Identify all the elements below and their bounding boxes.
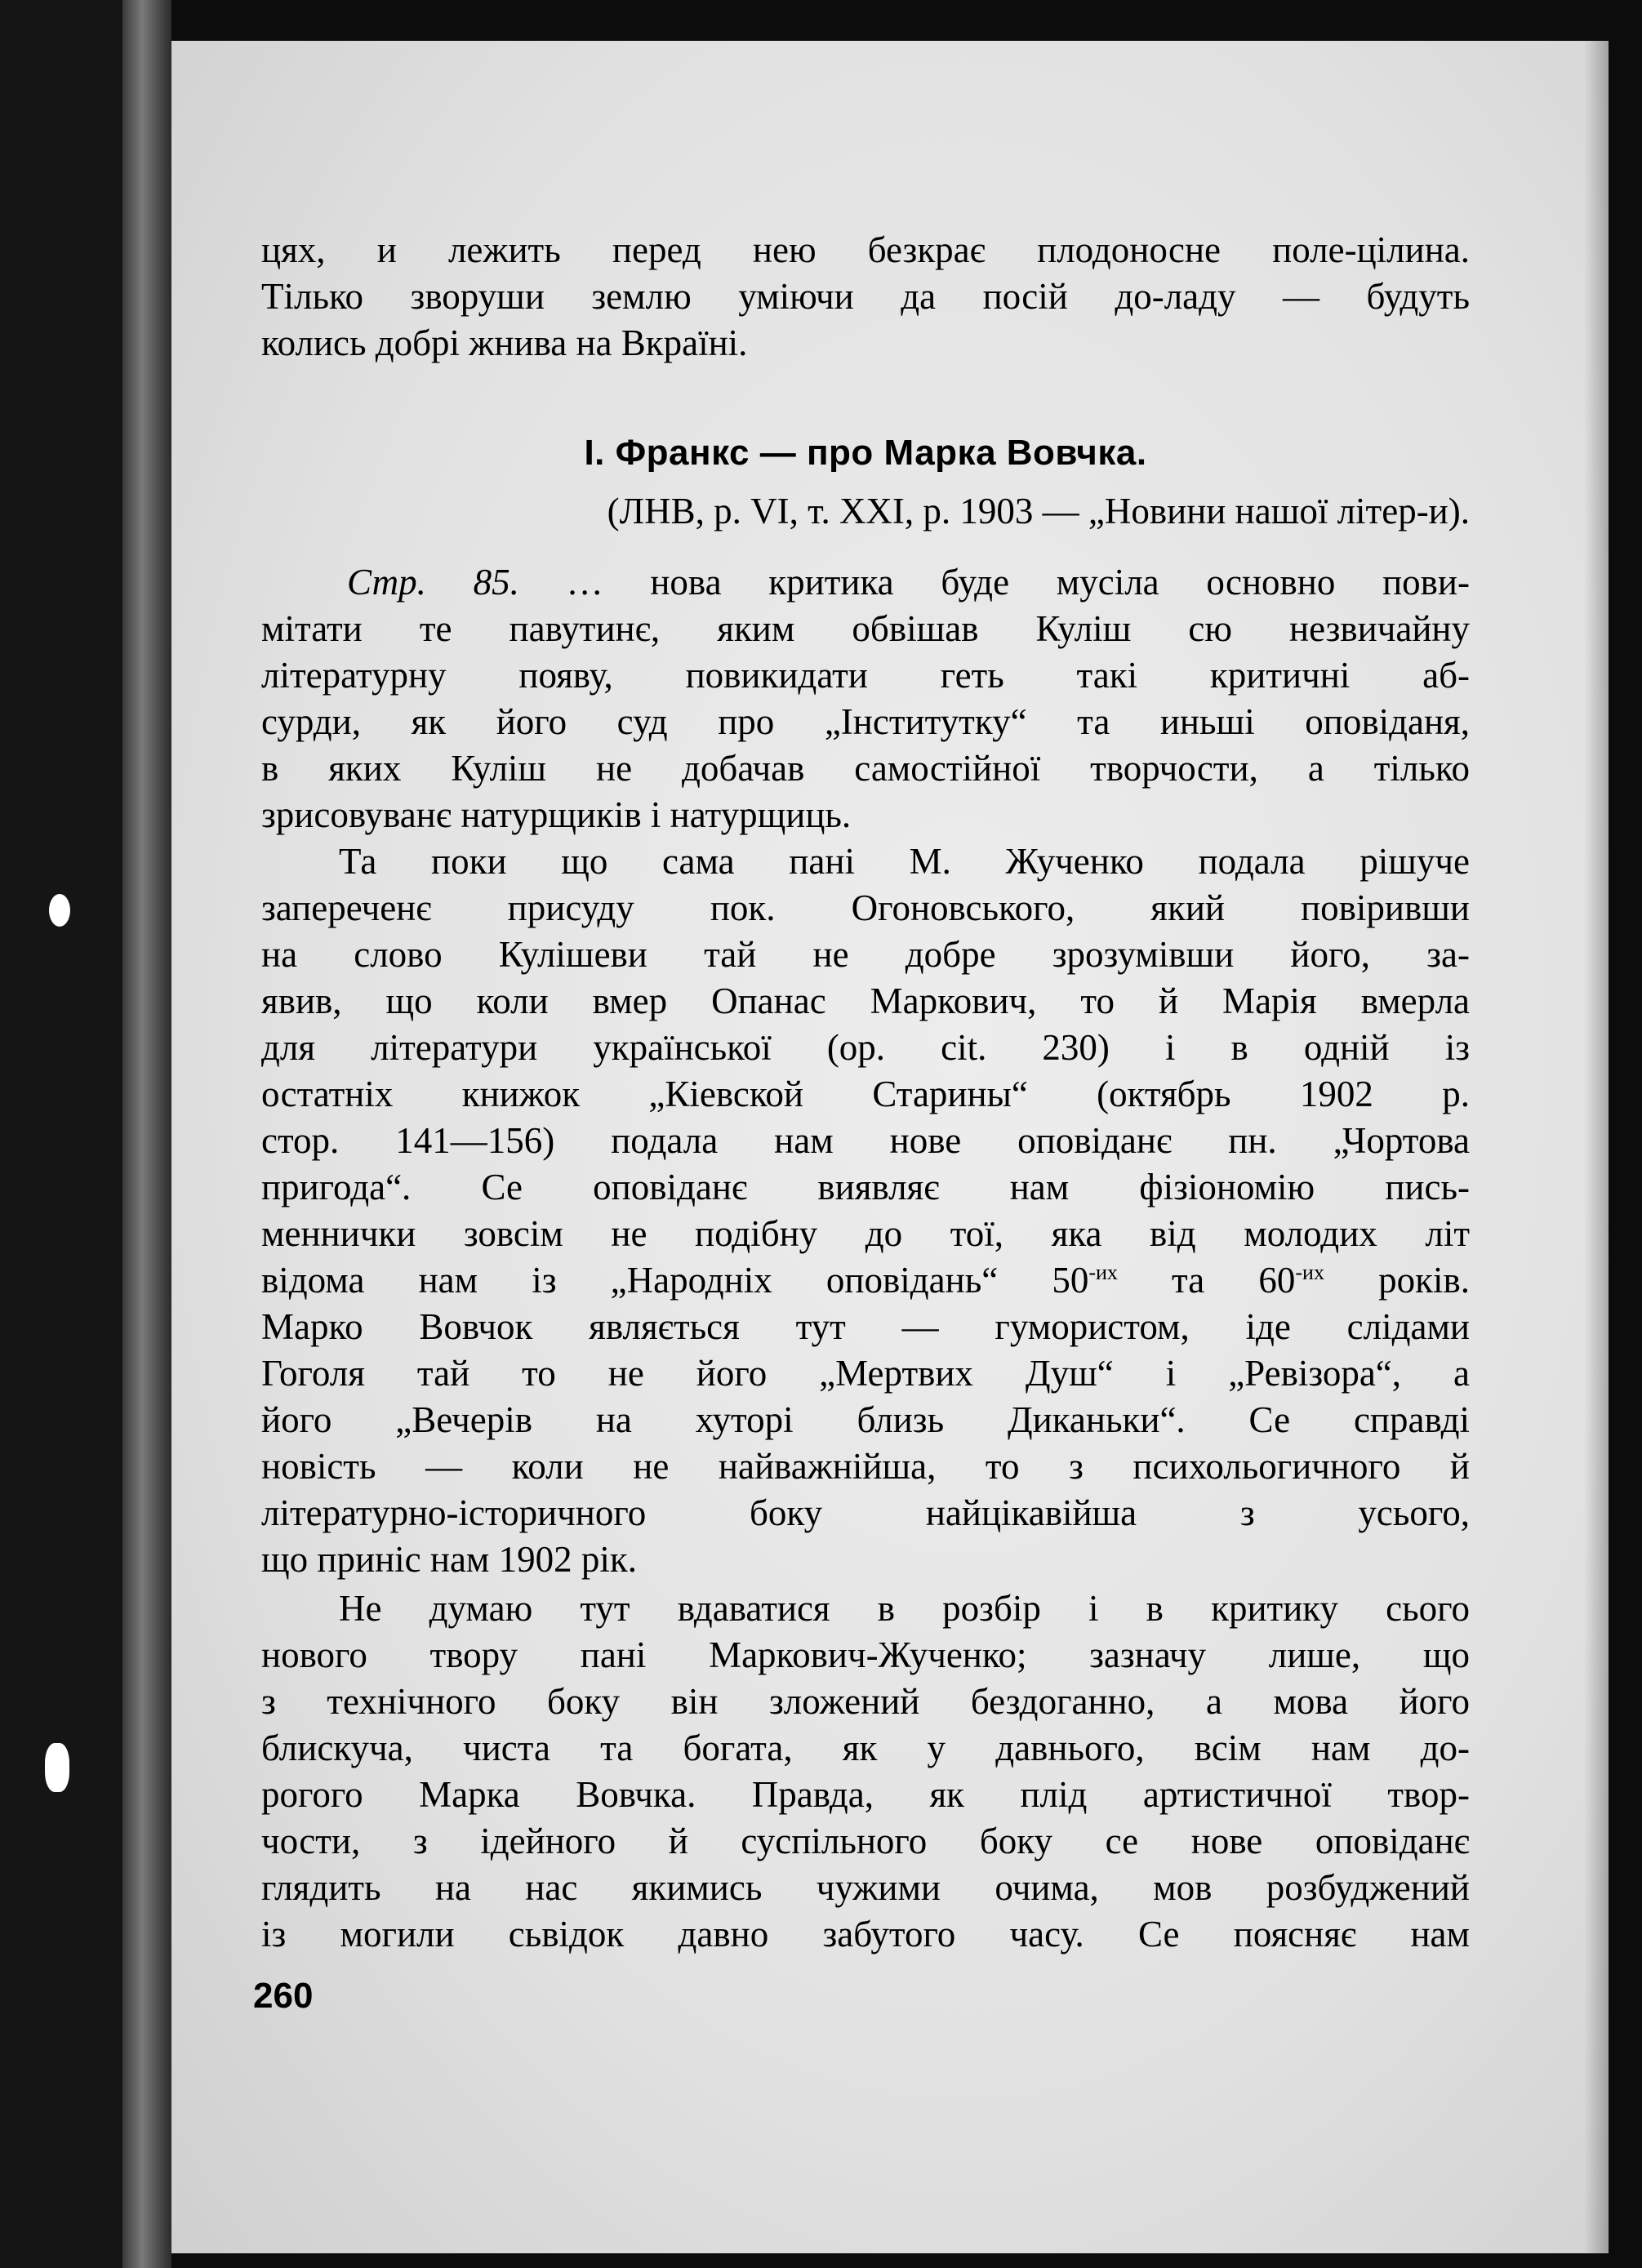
section-subtitle: (ЛНВ, р. VI, т. XXI, р. 1903 — „Новини нашої літер-и). (607, 491, 1470, 531)
text-span: років. (1324, 1260, 1470, 1301)
section-title: І. Франкс — про Марка Вовчка. (584, 433, 1147, 473)
text-line: літературно-історичного боку найцікавійша з усього, (261, 1492, 1470, 1533)
text-line: Та поки що сама пані М. Жученко подала рішуче (339, 841, 1470, 882)
text-span: відома нам із „Народніх оповідань“ 50 (261, 1260, 1089, 1301)
top-paragraph (261, 227, 1470, 367)
scan-speck (45, 1743, 69, 1792)
text-line: для літератури української (op. cit. 230) і в одній із (261, 1027, 1470, 1068)
text-line: стор. 141—156) подала нам нове оповіданє пн. „Чортова (261, 1120, 1470, 1161)
text-line: блискуча, чиста та богата, як у давнього, всім нам до- (261, 1728, 1470, 1768)
paragraph-1 (261, 559, 1470, 838)
text-line: Тілько зворуши землю уміючи да посій до-ладу — будуть (261, 276, 1470, 317)
text-line (261, 1257, 1470, 1304)
text-line: пригода“. Се оповіданє виявляє нам фізіономію пись- (261, 1167, 1470, 1207)
text-line: меннички зовсім не подібну до тої, яка від молодих літ (261, 1213, 1470, 1254)
text-line: нового твору пані Маркович-Жученко; зазначу лише, що (261, 1634, 1470, 1675)
text-line: Марко Вовчок являється тут — гумористом, іде слідами (261, 1306, 1470, 1347)
text-line: Гоголя тай то не його „Мертвих Душ“ і „Ревізора“, а (261, 1353, 1470, 1394)
superscript: -их (1088, 1261, 1118, 1284)
text-line: явив, що коли вмер Опанас Маркович, то й Марія вмерла (261, 981, 1470, 1021)
text-span: та 60 (1117, 1260, 1296, 1301)
superscript: -их (1295, 1261, 1324, 1284)
paragraph-2 (261, 838, 1470, 1583)
text-line: новість — коли не найважнійша, то з психольогичного й (261, 1446, 1470, 1487)
text-line: що приніс нам 1902 рік. (261, 1539, 638, 1580)
text-line: в яких Куліш не добачав самостійної творчости, а тілько (261, 748, 1470, 789)
book-spine-shadow (0, 0, 122, 2268)
scan-speck (49, 894, 70, 927)
paragraph-3 (261, 1585, 1470, 1958)
text-line: цях, и лежить перед нею безкрає плодоносне поле-цілина. (261, 229, 1470, 270)
text-line: Не думаю тут вдаватися в розбір і в критику сього (339, 1588, 1470, 1629)
book-gutter (122, 0, 171, 2268)
text-line: запереченє присуду пок. Огоновського, який повіривши (261, 887, 1470, 928)
text-span: … нова критика буде мусіла основно пови- (566, 562, 1471, 603)
page-edge-shadow (1584, 41, 1609, 2253)
text-line: сурди, як його суд про „Інститутку“ та иньші оповіданя, (261, 701, 1470, 742)
text-line: на слово Кулішеви тай не добре зрозумівши його, за- (261, 934, 1470, 975)
text-line: остатніх книжок „Кіевской Старины“ (октябрь 1902 р. (261, 1074, 1470, 1114)
text-line (261, 559, 1470, 606)
text-line: зрисовуванє натурщиків і натурщиць. (261, 794, 852, 835)
text-line: рогого Марка Вовчка. Правда, як плід артистичної твор- (261, 1774, 1470, 1815)
text-line: літературну появу, повикидати геть такі критичні аб- (261, 655, 1470, 696)
page-ref-label: Стр. 85. (347, 562, 519, 603)
page-number: 260 (253, 1976, 314, 2016)
text-line: мітати те павутинє, яким обвішав Куліш сю незвичайну (261, 608, 1470, 649)
text-line: з технічного боку він зложений бездоганно, а мова його (261, 1681, 1470, 1722)
text-line: колись добрі жнива на Вкраїні. (261, 322, 748, 363)
text-line: глядить на нас якимись чужими очима, мов розбуджений (261, 1867, 1470, 1908)
text-line: із могили сьвідок давно забутого часу. Се поясняє нам (261, 1914, 1470, 1954)
text-line: чости, з ідейного й суспільного боку се нове оповіданє (261, 1821, 1470, 1861)
text-line: його „Вечерів на хуторі близь Диканьки“. Се справді (261, 1399, 1470, 1440)
